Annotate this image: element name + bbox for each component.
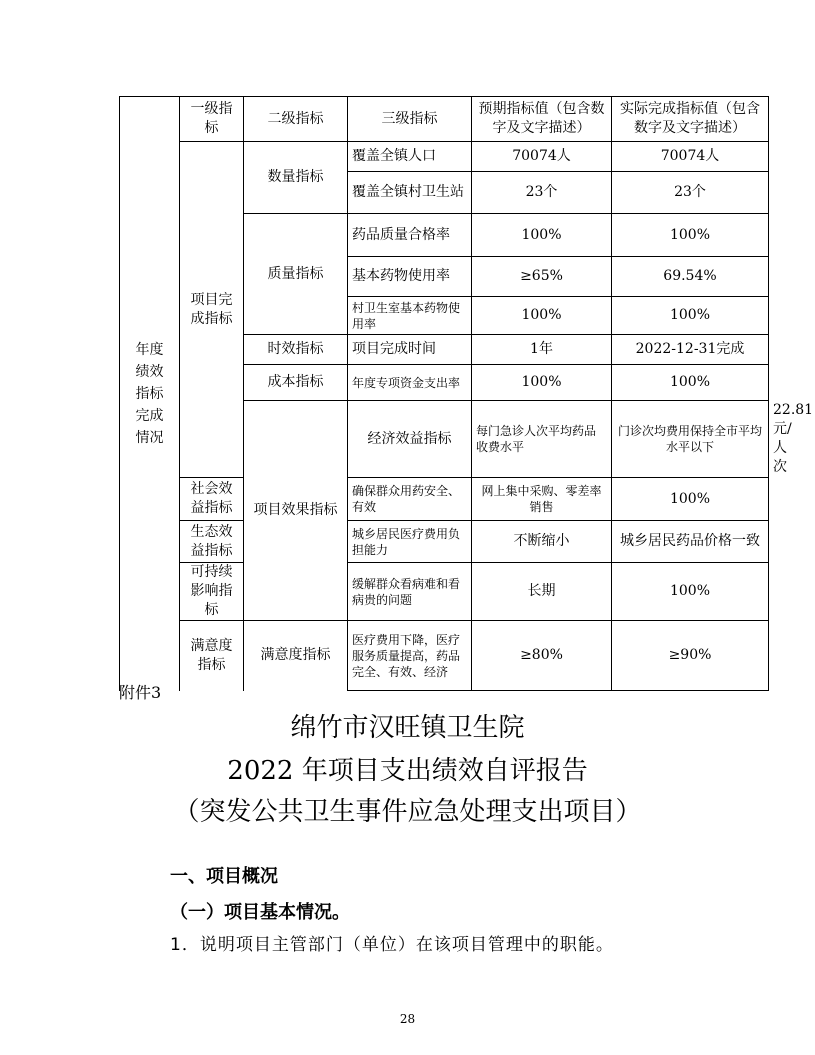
metric-cell: 村卫生室基本药物使用率 [348, 297, 472, 335]
metric-cell: 每门急诊人次平均药品收费水平 [472, 401, 612, 478]
body-paragraph: 1．说明项目主管部门（单位）在该项目管理中的职能。 [170, 935, 614, 955]
header-level1: 一级指标 [180, 97, 244, 142]
metric-cell: 年度专项资金支出率 [348, 365, 472, 401]
actual-cell: 69.54% [612, 257, 769, 297]
metric-cell: 确保群众用药安全、有效 [348, 478, 472, 521]
expected-cell: 100% [472, 297, 612, 335]
header-actual: 实际完成指标值（包含数字及文字描述） [612, 97, 769, 142]
metric-cell: 项目完成时间 [348, 335, 472, 365]
attachment-label: 附件3 [119, 683, 162, 702]
actual-cell: 100% [612, 297, 769, 335]
metric-cell: 覆盖全镇人口 [348, 142, 472, 172]
actual-cell: 23个 [612, 172, 769, 214]
subgroup-timeliness: 时效指标 [244, 335, 348, 365]
metric-cell: 城乡居民医疗费用负担能力 [348, 521, 472, 563]
actual-cell: 70074人 [612, 142, 769, 172]
subsection-heading: （一）项目基本情况。 [170, 902, 350, 923]
section-satisfaction: 满意度指标 [180, 621, 244, 691]
metric-cell: 覆盖全镇村卫生站 [348, 172, 472, 214]
actual-cell: 2022-12-31完成 [612, 335, 769, 365]
header-level3: 三级指标 [348, 97, 472, 142]
expected-cell: 长期 [472, 563, 612, 621]
actual-cell: 城乡居民药品价格一致 [612, 521, 769, 563]
subgroup-quantity: 数量指标 [244, 142, 348, 214]
section-heading: 一、项目概况 [170, 866, 278, 887]
metric-cell: 药品质量合格率 [348, 214, 472, 257]
expected-cell: 100% [472, 214, 612, 257]
report-title-line-1: 绵竹市汉旺镇卫生院 [290, 713, 525, 743]
expected-cell: ≥65% [472, 257, 612, 297]
header-level2: 二级指标 [244, 97, 348, 142]
actual-cell: 100% [612, 563, 769, 621]
actual-cell: 100% [612, 365, 769, 401]
expected-cell: ≥80% [472, 621, 612, 691]
subgroup-sustainable: 可持续影响指标 [180, 563, 244, 621]
subgroup-quality: 质量指标 [244, 214, 348, 335]
actual-cell: 100% [612, 214, 769, 257]
header-expected: 预期指标值（包含数字及文字描述） [472, 97, 612, 142]
expected-cell: 100% [472, 365, 612, 401]
expected-cell: 1年 [472, 335, 612, 365]
expected-cell: 23个 [472, 172, 612, 214]
page-number: 28 [399, 1012, 416, 1026]
metric-cell: 医疗费用下降，医疗服务质量提高，药品完全、有效、经济 [348, 621, 472, 691]
actual-cell: ≥90% [612, 621, 769, 691]
metric-cell: 基本药物使用率 [348, 257, 472, 297]
actual-cell: 100% [612, 478, 769, 521]
expected-cell: 网上集中采购、零差率销售 [472, 478, 612, 521]
expected-cell: 70074人 [472, 142, 612, 172]
subgroup-economic: 经济效益指标 [348, 401, 472, 478]
subgroup-cost: 成本指标 [244, 365, 348, 401]
section-completion: 项目完成指标 [180, 142, 244, 478]
row-group-label: 年度绩效指标完成情况 [120, 97, 180, 691]
report-title-line-3: （突发公共卫生事件应急处理支出项目） [173, 797, 642, 827]
expected-cell: 不断缩小 [472, 521, 612, 563]
subgroup-social: 社会效益指标 [180, 478, 244, 521]
subgroup-satisfaction: 满意度指标 [244, 621, 348, 691]
expected-cell: 门诊次均费用保持全市平均水平以下 [612, 401, 769, 478]
performance-metrics-table: 年度绩效指标完成情况 一级指标 二级指标 三级指标 预期指标值（包含数字及文字描述） 实际完成指标值（包含数字及文字描述） 项目完成指标 数量指标 覆盖全镇人口 70074人 70074人 覆盖全镇村卫生站 23个 23个 质量指标 药品质量合格率 100% 100% 基本药物使用率 ≥65% 69.54% 村卫生室基本药物使用率 100% 100% 时效指标 项目完成时间 1年 2022-12-31完成 成本指标 年度专项资金支出率 100% 100% 项目效果指标 经济效益指标 每门急诊人次平均药品收费水平 门诊次均费用保持全市平均水平以下 22.81元/人次 社会效益指标 确保群众用药安全、有效 网上集中采购、零差率销售 100% 生态效益指标 城乡居民医疗费用负担能力 不断缩小 城乡居民药品价格一致 可持续影响指标 缓解群众看病难和看病贵的问题 长期 100% 满意度指标 满意度指标 医疗费用下降，医疗服务质量提高，药品完全、有效、经济 ≥80% ≥90% [119, 96, 769, 691]
report-title-line-2: 2022 年项目支出绩效自评报告 [227, 756, 588, 786]
metric-cell: 缓解群众看病难和看病贵的问题 [348, 563, 472, 621]
section-effect: 项目效果指标 [244, 401, 348, 621]
subgroup-ecological: 生态效益指标 [180, 521, 244, 563]
